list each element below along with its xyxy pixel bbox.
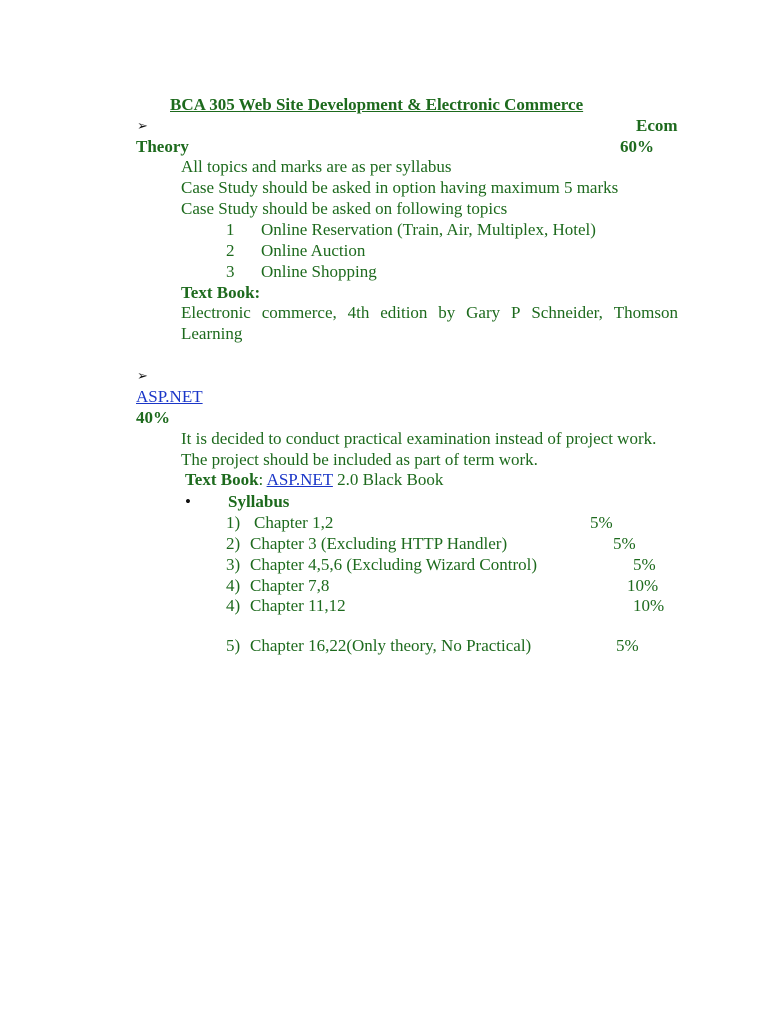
textbook-word: Thomson — [613, 303, 678, 322]
section1-line: Case Study should be asked in option having maximum 5 marks — [181, 178, 619, 197]
textbook-word: P — [511, 303, 521, 322]
document-title: BCA 305 Web Site Development & Electronic Commerce — [170, 95, 584, 114]
chapter-marks: 10% — [633, 596, 665, 615]
topic-number: 2 — [226, 241, 235, 260]
chapter-number: 5) — [226, 636, 241, 655]
chapter-text: Chapter 7,8 — [250, 576, 330, 595]
chapter-marks: 5% — [590, 513, 613, 532]
topic-text: Online Auction — [261, 241, 366, 260]
bullet-icon: • — [185, 492, 191, 511]
section2-arrow-icon: ➢ — [137, 368, 148, 383]
chapter-text: Chapter 1,2 — [254, 513, 334, 532]
section1-arrow-icon: ➢ — [137, 118, 148, 133]
topic-number: 1 — [226, 220, 235, 239]
chapter-marks: 5% — [633, 555, 656, 574]
section1-textbook-label: Text Book: — [181, 283, 261, 302]
section1-textbook-line2: Learning — [181, 324, 243, 343]
section1-percent: 60% — [620, 137, 654, 156]
textbook-word: by — [438, 303, 456, 322]
textbook-word: Electronic — [181, 303, 251, 322]
textbook-word: Gary — [466, 303, 501, 322]
chapter-number: 4) — [226, 576, 241, 595]
aspnet-link[interactable]: ASP.NET — [136, 387, 203, 406]
syllabus-label: Syllabus — [228, 492, 290, 511]
chapter-text: Chapter 16,22(Only theory, No Practical) — [250, 636, 532, 655]
section1-textbook-line — [181, 302, 678, 323]
chapter-text: Chapter 4,5,6 (Excluding Wizard Control) — [250, 555, 537, 574]
chapter-number: 1) — [226, 513, 241, 532]
section2-percent: 40% — [136, 408, 170, 427]
section2-textbook — [185, 469, 443, 490]
section1-left-label: Theory — [136, 137, 189, 156]
chapter-marks: 10% — [627, 576, 659, 595]
section2-line: It is decided to conduct practical examination instead of project work. — [181, 429, 657, 448]
chapter-number: 2) — [226, 534, 241, 553]
chapter-text: Chapter 11,12 — [250, 596, 346, 615]
chapter-marks: 5% — [616, 636, 639, 655]
topic-number: 3 — [226, 262, 235, 281]
textbook-aspnet-link[interactable]: ASP.NET — [266, 470, 333, 489]
textbook-word: edition — [380, 303, 428, 322]
section2-textbook-rest: 2.0 Black Book — [332, 470, 444, 489]
chapter-text: Chapter 3 (Excluding HTTP Handler) — [250, 534, 508, 553]
topic-text: Online Reservation (Train, Air, Multiplex, Hotel) — [261, 220, 596, 239]
section1-line: Case Study should be asked on following topics — [181, 199, 508, 218]
chapter-marks: 5% — [613, 534, 636, 553]
textbook-word: Schneider, — [531, 303, 603, 322]
chapter-number: 3) — [226, 555, 241, 574]
section2-textbook-label: Text Book — [185, 470, 259, 489]
textbook-word: commerce, — [261, 303, 337, 322]
section2-textbook-colon: : — [258, 470, 264, 489]
section2-line: The project should be included as part of term work. — [181, 450, 538, 469]
topic-text: Online Shopping — [261, 262, 377, 281]
chapter-number: 4) — [226, 596, 241, 615]
section1-line: All topics and marks are as per syllabus — [181, 157, 452, 176]
section1-right-label: Ecom — [636, 116, 678, 135]
textbook-word: 4th — [347, 303, 370, 322]
